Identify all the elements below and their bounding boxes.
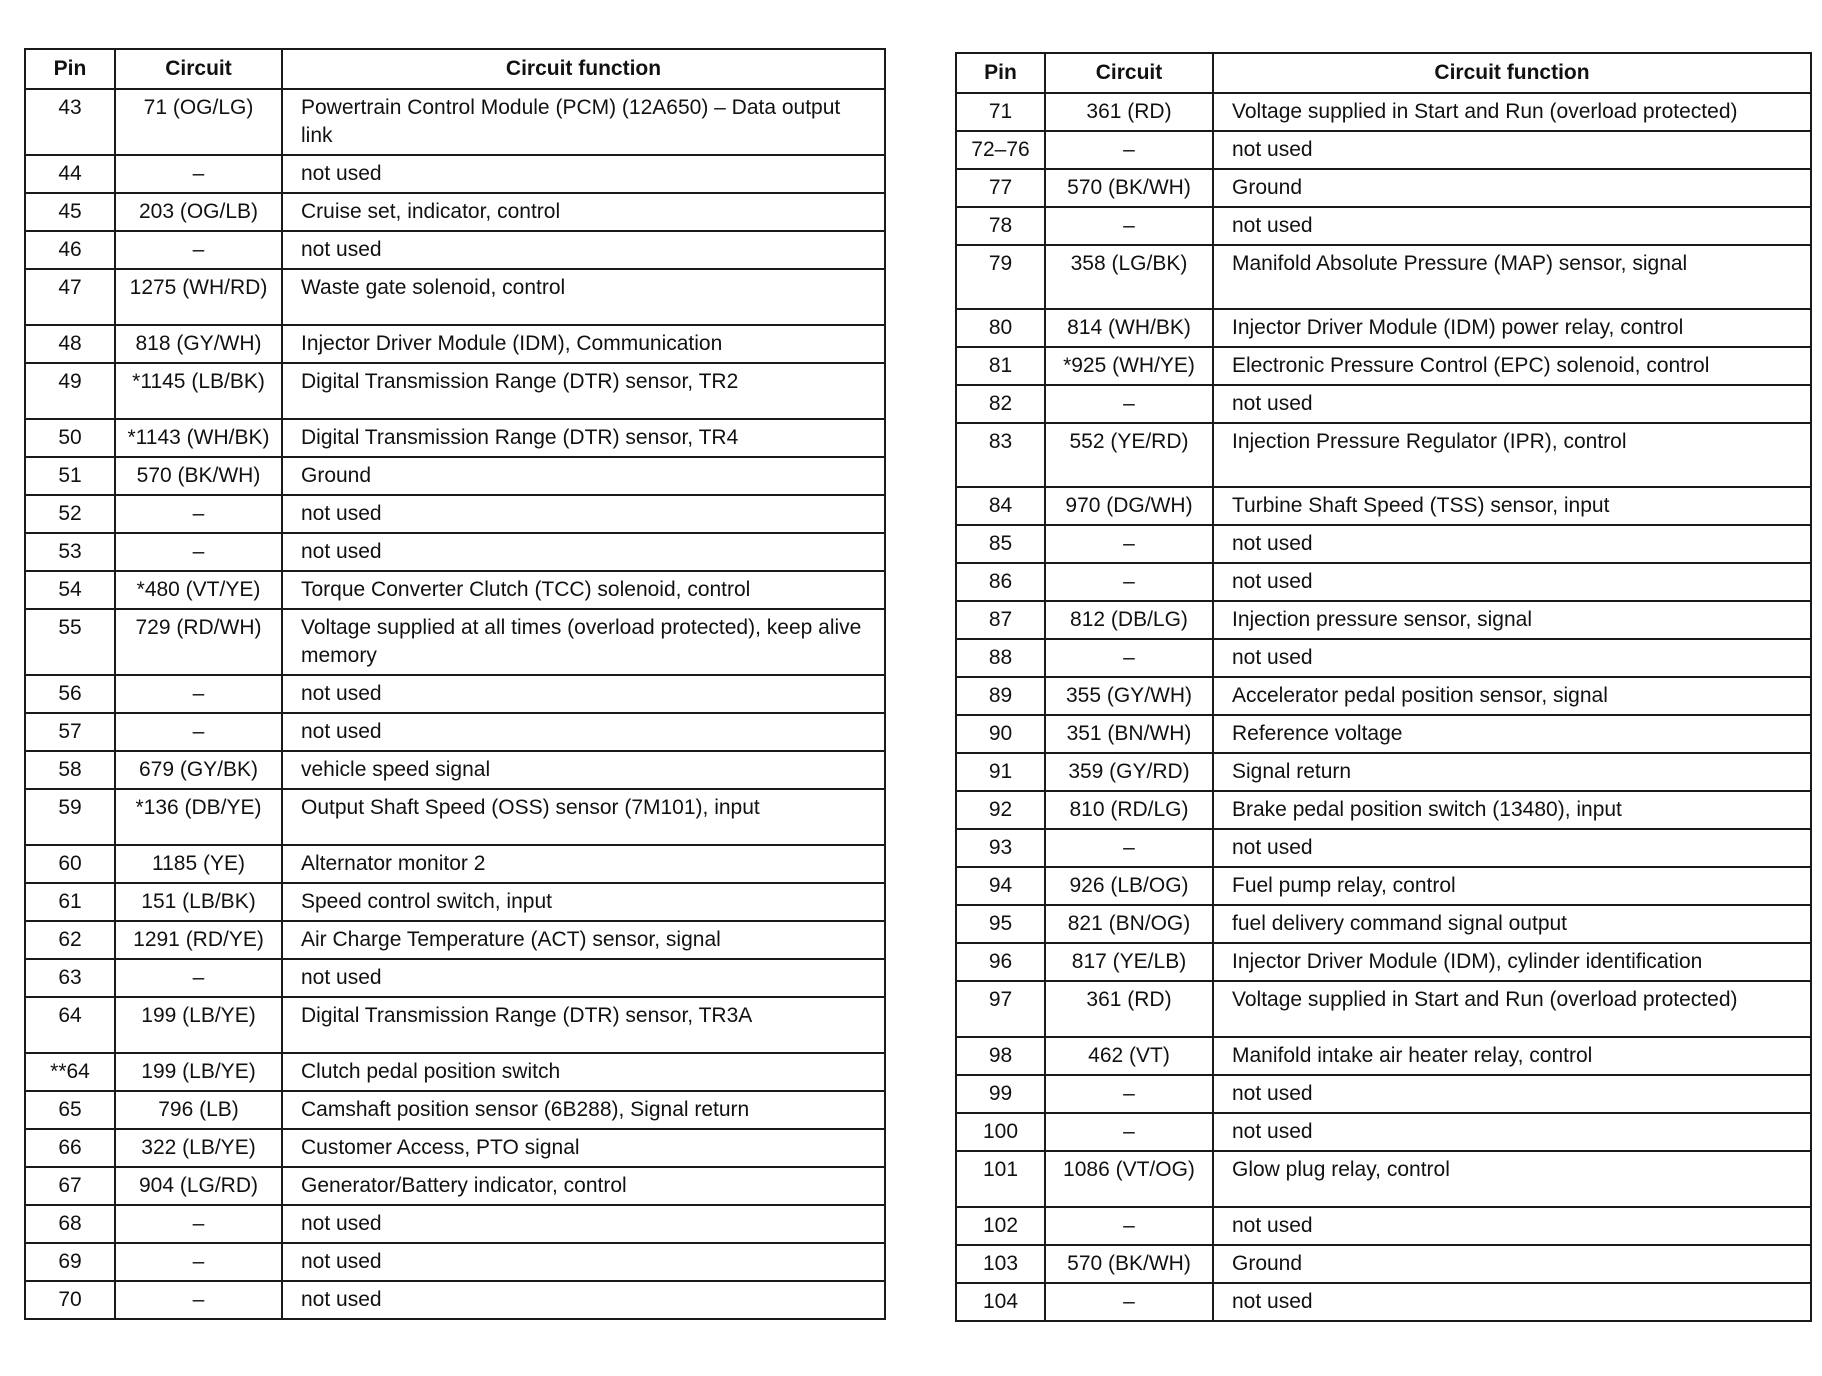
pin-cell: 68 [25, 1205, 115, 1243]
function-cell: Glow plug relay, control [1213, 1151, 1811, 1207]
pin-cell: 63 [25, 959, 115, 997]
table-row [956, 525, 1811, 563]
function-cell: not used [1213, 1207, 1811, 1245]
pin-cell: 52 [25, 495, 115, 533]
table-row [956, 207, 1811, 245]
circuit-cell: 1291 (RD/YE) [115, 921, 282, 959]
circuit-cell: 462 (VT) [1045, 1037, 1213, 1075]
table-row [25, 1091, 885, 1129]
circuit-cell: – [1045, 385, 1213, 423]
pin-cell: 81 [956, 347, 1045, 385]
pin-cell: 65 [25, 1091, 115, 1129]
circuit-cell: – [115, 155, 282, 193]
pin-cell: 71 [956, 93, 1045, 131]
circuit-cell: – [1045, 207, 1213, 245]
function-cell: not used [282, 231, 885, 269]
function-cell: Reference voltage [1213, 715, 1811, 753]
table-row [956, 1283, 1811, 1321]
table-row [956, 639, 1811, 677]
pin-cell: 80 [956, 309, 1045, 347]
circuit-cell: 1275 (WH/RD) [115, 269, 282, 325]
table-row [956, 867, 1811, 905]
circuit-cell: 355 (GY/WH) [1045, 677, 1213, 715]
pin-cell: 82 [956, 385, 1045, 423]
table-row [956, 1113, 1811, 1151]
pin-cell: 57 [25, 713, 115, 751]
pin-cell: 62 [25, 921, 115, 959]
table-row [956, 563, 1811, 601]
pin-cell: 49 [25, 363, 115, 419]
circuit-cell: – [1045, 131, 1213, 169]
table-row [956, 487, 1811, 525]
function-cell: Injector Driver Module (IDM) power relay, control [1213, 309, 1811, 347]
function-cell: not used [1213, 207, 1811, 245]
table-row [25, 1205, 885, 1243]
circuit-cell: 814 (WH/BK) [1045, 309, 1213, 347]
function-cell: not used [1213, 131, 1811, 169]
table-row [25, 325, 885, 363]
circuit-cell: 322 (LB/YE) [115, 1129, 282, 1167]
circuit-cell: – [115, 959, 282, 997]
function-cell: Air Charge Temperature (ACT) sensor, signal [282, 921, 885, 959]
circuit-cell: 1185 (YE) [115, 845, 282, 883]
table-row [25, 269, 885, 325]
circuit-cell: *480 (VT/YE) [115, 571, 282, 609]
table-row [956, 981, 1811, 1037]
pin-cell: 104 [956, 1283, 1045, 1321]
circuit-cell: – [115, 1281, 282, 1319]
function-cell: Injection pressure sensor, signal [1213, 601, 1811, 639]
circuit-cell: 729 (RD/WH) [115, 609, 282, 675]
table-row [956, 423, 1811, 487]
circuit-cell: 926 (LB/OG) [1045, 867, 1213, 905]
pin-cell: 77 [956, 169, 1045, 207]
function-cell: Generator/Battery indicator, control [282, 1167, 885, 1205]
function-header: Circuit function [1213, 53, 1811, 93]
function-cell: not used [1213, 639, 1811, 677]
function-cell: not used [1213, 829, 1811, 867]
circuit-cell: 570 (BK/WH) [1045, 169, 1213, 207]
pin-cell: 102 [956, 1207, 1045, 1245]
pin-cell: 51 [25, 457, 115, 495]
pin-cell: 58 [25, 751, 115, 789]
table-row [956, 245, 1811, 309]
pin-cell: 50 [25, 419, 115, 457]
pin-cell: 86 [956, 563, 1045, 601]
table-row [956, 169, 1811, 207]
table-row [25, 193, 885, 231]
table-row [25, 1281, 885, 1319]
pin-cell: 87 [956, 601, 1045, 639]
table-row [956, 791, 1811, 829]
circuit-cell: – [115, 231, 282, 269]
circuit-cell: – [1045, 1113, 1213, 1151]
circuit-cell: 359 (GY/RD) [1045, 753, 1213, 791]
function-cell: Ground [1213, 169, 1811, 207]
pin-cell: 93 [956, 829, 1045, 867]
table-row [956, 753, 1811, 791]
function-cell: Voltage supplied in Start and Run (overload protected) [1213, 93, 1811, 131]
function-cell: Output Shaft Speed (OSS) sensor (7M101), input [282, 789, 885, 845]
function-cell: Camshaft position sensor (6B288), Signal return [282, 1091, 885, 1129]
pin-cell: 44 [25, 155, 115, 193]
circuit-cell: – [115, 1205, 282, 1243]
circuit-cell: *925 (WH/YE) [1045, 347, 1213, 385]
function-cell: Injector Driver Module (IDM), Communication [282, 325, 885, 363]
function-cell: Injection Pressure Regulator (IPR), control [1213, 423, 1811, 487]
function-cell: Fuel pump relay, control [1213, 867, 1811, 905]
circuit-cell: – [115, 1243, 282, 1281]
function-cell: not used [282, 959, 885, 997]
table-row [25, 789, 885, 845]
pin-cell: 79 [956, 245, 1045, 309]
header-row [956, 53, 1811, 93]
pin-cell: 67 [25, 1167, 115, 1205]
table-row [956, 385, 1811, 423]
table-row [956, 1245, 1811, 1283]
function-cell: Alternator monitor 2 [282, 845, 885, 883]
pin-cell: 72–76 [956, 131, 1045, 169]
circuit-cell: 818 (GY/WH) [115, 325, 282, 363]
function-cell: Cruise set, indicator, control [282, 193, 885, 231]
circuit-cell: – [1045, 639, 1213, 677]
function-cell: Torque Converter Clutch (TCC) solenoid, control [282, 571, 885, 609]
table-row [25, 883, 885, 921]
pin-cell: 103 [956, 1245, 1045, 1283]
pin-cell: 96 [956, 943, 1045, 981]
table-row [25, 533, 885, 571]
table-row [25, 713, 885, 751]
pin-cell: 98 [956, 1037, 1045, 1075]
table-row [25, 959, 885, 997]
circuit-cell: – [1045, 829, 1213, 867]
table-row [25, 1129, 885, 1167]
table-row [25, 89, 885, 155]
circuit-cell: – [115, 675, 282, 713]
circuit-cell: – [1045, 563, 1213, 601]
circuit-cell: – [115, 713, 282, 751]
circuit-cell: 1086 (VT/OG) [1045, 1151, 1213, 1207]
pin-cell: 101 [956, 1151, 1045, 1207]
pin-cell: 60 [25, 845, 115, 883]
function-cell: not used [282, 495, 885, 533]
pin-cell: 64 [25, 997, 115, 1053]
table-row [25, 1243, 885, 1281]
pin-cell: 88 [956, 639, 1045, 677]
circuit-cell: *1143 (WH/BK) [115, 419, 282, 457]
circuit-cell: 203 (OG/LB) [115, 193, 282, 231]
circuit-cell: 358 (LG/BK) [1045, 245, 1213, 309]
pin-cell: 55 [25, 609, 115, 675]
pin-cell: 95 [956, 905, 1045, 943]
pin-cell: 48 [25, 325, 115, 363]
circuit-cell: 970 (DG/WH) [1045, 487, 1213, 525]
pin-cell: 94 [956, 867, 1045, 905]
function-cell: Voltage supplied at all times (overload protected), keep alive memory [282, 609, 885, 675]
table-row [25, 363, 885, 419]
pin-cell: 84 [956, 487, 1045, 525]
table-row [25, 997, 885, 1053]
table-row [956, 309, 1811, 347]
table-row [25, 231, 885, 269]
pin-cell: 47 [25, 269, 115, 325]
function-cell: not used [282, 1205, 885, 1243]
circuit-cell: 679 (GY/BK) [115, 751, 282, 789]
table-row [25, 495, 885, 533]
table-row [25, 571, 885, 609]
circuit-header: Circuit [115, 49, 282, 89]
function-cell: not used [282, 713, 885, 751]
pin-header: Pin [25, 49, 115, 89]
circuit-cell: 351 (BN/WH) [1045, 715, 1213, 753]
table-row [25, 1167, 885, 1205]
function-cell: not used [1213, 563, 1811, 601]
circuit-cell: 199 (LB/YE) [115, 1053, 282, 1091]
circuit-cell: – [1045, 1075, 1213, 1113]
function-cell: not used [282, 675, 885, 713]
function-cell: Ground [1213, 1245, 1811, 1283]
function-cell: Customer Access, PTO signal [282, 1129, 885, 1167]
table-row [956, 943, 1811, 981]
circuit-cell: 810 (RD/LG) [1045, 791, 1213, 829]
circuit-cell: – [115, 495, 282, 533]
circuit-header: Circuit [1045, 53, 1213, 93]
pin-cell: 69 [25, 1243, 115, 1281]
circuit-cell: 71 (OG/LG) [115, 89, 282, 155]
pin-cell: 78 [956, 207, 1045, 245]
function-cell: vehicle speed signal [282, 751, 885, 789]
function-cell: Speed control switch, input [282, 883, 885, 921]
circuit-cell: 904 (LG/RD) [115, 1167, 282, 1205]
function-cell: not used [1213, 1113, 1811, 1151]
function-cell: Brake pedal position switch (13480), input [1213, 791, 1811, 829]
pin-cell: 66 [25, 1129, 115, 1167]
function-cell: Accelerator pedal position sensor, signal [1213, 677, 1811, 715]
pin-table-left [24, 48, 886, 1320]
pin-cell: 90 [956, 715, 1045, 753]
pin-cell: 91 [956, 753, 1045, 791]
pin-cell: 59 [25, 789, 115, 845]
function-cell: Manifold Absolute Pressure (MAP) sensor, signal [1213, 245, 1811, 309]
table-row [956, 1207, 1811, 1245]
function-cell: Clutch pedal position switch [282, 1053, 885, 1091]
circuit-cell: 817 (YE/LB) [1045, 943, 1213, 981]
table-row [956, 677, 1811, 715]
table-row [956, 1075, 1811, 1113]
table-row [25, 845, 885, 883]
table-row [25, 419, 885, 457]
function-cell: Waste gate solenoid, control [282, 269, 885, 325]
table-row [956, 93, 1811, 131]
pin-cell: 56 [25, 675, 115, 713]
function-cell: Manifold intake air heater relay, control [1213, 1037, 1811, 1075]
function-cell: fuel delivery command signal output [1213, 905, 1811, 943]
function-header: Circuit function [282, 49, 885, 89]
table-row [956, 1037, 1811, 1075]
table-row [25, 1053, 885, 1091]
pin-cell: 46 [25, 231, 115, 269]
table-row [956, 601, 1811, 639]
function-cell: Digital Transmission Range (DTR) sensor, TR2 [282, 363, 885, 419]
pin-header: Pin [956, 53, 1045, 93]
circuit-cell: – [1045, 1283, 1213, 1321]
table-row [956, 131, 1811, 169]
function-cell: Ground [282, 457, 885, 495]
table-row [25, 921, 885, 959]
pin-cell: 100 [956, 1113, 1045, 1151]
function-cell: Powertrain Control Module (PCM) (12A650) – Data output link [282, 89, 885, 155]
function-cell: Digital Transmission Range (DTR) sensor, TR3A [282, 997, 885, 1053]
pin-cell: 54 [25, 571, 115, 609]
table-row [25, 751, 885, 789]
table-row [956, 715, 1811, 753]
pin-cell: 61 [25, 883, 115, 921]
pin-cell: 89 [956, 677, 1045, 715]
pin-cell: 53 [25, 533, 115, 571]
function-cell: not used [282, 1243, 885, 1281]
circuit-cell: – [1045, 525, 1213, 563]
table-row [25, 675, 885, 713]
circuit-cell: 151 (LB/BK) [115, 883, 282, 921]
table-row [25, 609, 885, 675]
table-row [25, 155, 885, 193]
function-cell: not used [282, 533, 885, 571]
circuit-cell: *1145 (LB/BK) [115, 363, 282, 419]
function-cell: not used [1213, 1075, 1811, 1113]
pin-cell: 85 [956, 525, 1045, 563]
circuit-cell: 812 (DB/LG) [1045, 601, 1213, 639]
circuit-cell: 821 (BN/OG) [1045, 905, 1213, 943]
circuit-cell: – [115, 533, 282, 571]
header-row [25, 49, 885, 89]
table-row [956, 1151, 1811, 1207]
pin-cell: 45 [25, 193, 115, 231]
pin-cell: 83 [956, 423, 1045, 487]
circuit-cell: 570 (BK/WH) [115, 457, 282, 495]
circuit-cell: – [1045, 1207, 1213, 1245]
circuit-cell: 796 (LB) [115, 1091, 282, 1129]
function-cell: not used [1213, 525, 1811, 563]
function-cell: Signal return [1213, 753, 1811, 791]
function-cell: Injector Driver Module (IDM), cylinder identification [1213, 943, 1811, 981]
pin-cell: 43 [25, 89, 115, 155]
circuit-cell: 361 (RD) [1045, 981, 1213, 1037]
function-cell: not used [282, 155, 885, 193]
function-cell: Voltage supplied in Start and Run (overload protected) [1213, 981, 1811, 1037]
table-row [956, 829, 1811, 867]
table-row [25, 457, 885, 495]
pin-cell: 70 [25, 1281, 115, 1319]
circuit-cell: 552 (YE/RD) [1045, 423, 1213, 487]
table-row [956, 905, 1811, 943]
pin-cell: 92 [956, 791, 1045, 829]
pin-cell: **64 [25, 1053, 115, 1091]
circuit-cell: *136 (DB/YE) [115, 789, 282, 845]
function-cell: Digital Transmission Range (DTR) sensor, TR4 [282, 419, 885, 457]
circuit-cell: 361 (RD) [1045, 93, 1213, 131]
circuit-cell: 199 (LB/YE) [115, 997, 282, 1053]
pin-cell: 97 [956, 981, 1045, 1037]
table-row [956, 347, 1811, 385]
function-cell: Electronic Pressure Control (EPC) solenoid, control [1213, 347, 1811, 385]
function-cell: not used [1213, 1283, 1811, 1321]
circuit-cell: 570 (BK/WH) [1045, 1245, 1213, 1283]
function-cell: Turbine Shaft Speed (TSS) sensor, input [1213, 487, 1811, 525]
function-cell: not used [282, 1281, 885, 1319]
pin-table-right [955, 52, 1812, 1322]
function-cell: not used [1213, 385, 1811, 423]
pin-cell: 99 [956, 1075, 1045, 1113]
